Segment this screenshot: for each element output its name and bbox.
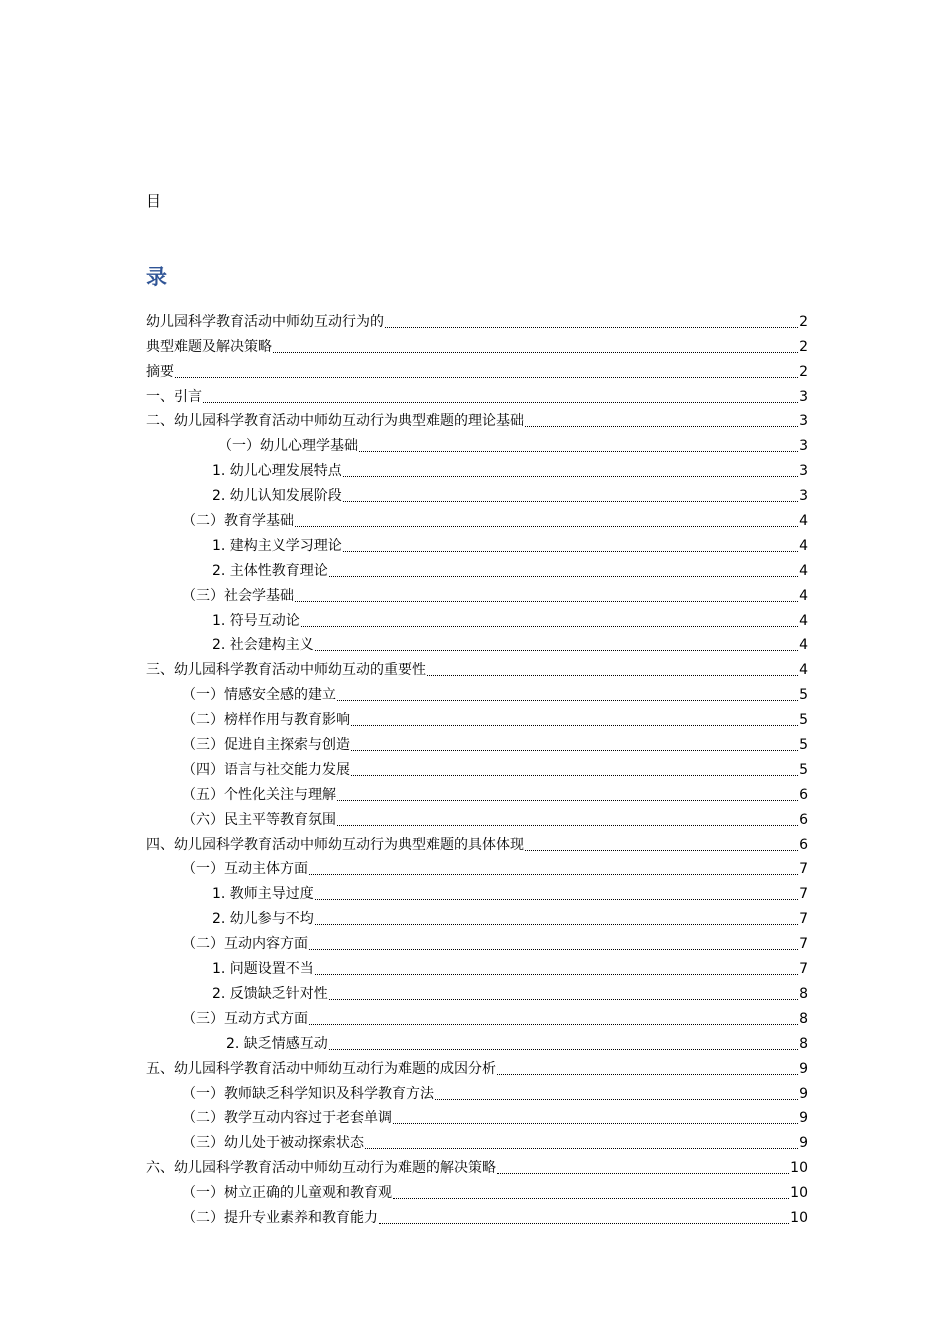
toc-entry-page-number: 9 [799,1060,808,1077]
toc-entry-page-number: 7 [799,911,808,928]
toc-dot-leader [337,800,798,801]
toc-entry-text: （四）语言与社交能力发展 [182,761,350,778]
toc-dot-leader [497,1173,789,1174]
toc-entry[interactable] [146,456,808,481]
toc-entry-text: 幼儿园科学教育活动中师幼互动行为的 [146,313,384,330]
toc-entry-text: 2. 幼儿参与不均 [212,911,314,928]
toc-entry[interactable] [146,606,808,631]
toc-dot-leader [337,700,798,701]
toc-entry-page-number: 2 [799,338,808,355]
toc-entry-page-number: 9 [799,1135,808,1152]
toc-entry[interactable] [146,307,808,332]
toc-entry[interactable] [146,431,808,456]
toc-entry-text: 摘要 [146,363,174,380]
toc-entry[interactable] [146,655,808,680]
toc-entry-text: 2. 幼儿认知发展阶段 [212,488,342,505]
toc-entry-text: 2. 反馈缺乏针对性 [212,985,328,1002]
toc-entry[interactable] [146,780,808,805]
toc-entry-text: （二）互动内容方面 [182,936,308,953]
toc-entry-page-number: 6 [799,786,808,803]
toc-dot-leader [365,1148,798,1149]
toc-dot-leader [343,501,798,502]
toc-entry-text: （三）幼儿处于被动探索状态 [182,1135,364,1152]
toc-dot-leader [379,1223,789,1224]
toc-entry[interactable] [146,1104,808,1129]
toc-entry-page-number: 4 [799,537,808,554]
toc-entry[interactable] [146,1128,808,1153]
toc-entry-page-number: 6 [799,811,808,828]
toc-entry[interactable] [146,1029,808,1054]
toc-entry-text: 1. 教师主导过度 [212,886,314,903]
toc-entry-text: 二、幼儿园科学教育活动中师幼互动行为典型难题的理论基础 [146,413,524,430]
toc-entry[interactable] [146,954,808,979]
toc-dot-leader [329,999,798,1000]
toc-dot-leader [315,924,798,925]
toc-entry-text: （二）提升专业素养和教育能力 [182,1209,378,1226]
toc-entry[interactable] [146,1079,808,1104]
toc-entry[interactable] [146,879,808,904]
toc-entry[interactable] [146,1004,808,1029]
toc-dot-leader [309,874,798,875]
toc-entry-text: 1. 建构主义学习理论 [212,537,342,554]
toc-entry[interactable] [146,855,808,880]
toc-entry[interactable] [146,531,808,556]
toc-dot-leader [343,551,798,552]
toc-dot-leader [351,750,798,751]
toc-dot-leader [315,650,798,651]
toc-entry-text: （一）教师缺乏科学知识及科学教育方法 [182,1085,434,1102]
toc-dot-leader [203,402,798,403]
toc-entry-page-number: 2 [799,363,808,380]
toc-dot-leader [175,377,798,378]
toc-dot-leader [273,352,798,353]
toc-entry-page-number: 6 [799,836,808,853]
toc-entry-text: 2. 主体性教育理论 [212,562,328,579]
toc-entry-page-number: 7 [799,861,808,878]
toc-entry-text: （三）互动方式方面 [182,1010,308,1027]
toc-entry-page-number: 3 [799,413,808,430]
toc-entry-page-number: 4 [799,587,808,604]
toc-dot-leader [295,526,798,527]
toc-entry-page-number: 5 [799,712,808,729]
toc-entry[interactable] [146,830,808,855]
toc-entry-page-number: 5 [799,737,808,754]
toc-entry[interactable] [146,979,808,1004]
toc-entry[interactable] [146,332,808,357]
toc-entry-page-number: 8 [799,1035,808,1052]
toc-entry[interactable] [146,407,808,432]
toc-entry[interactable] [146,805,808,830]
toc-entry-page-number: 9 [799,1085,808,1102]
toc-entry-text: 典型难题及解决策略 [146,338,272,355]
toc-entry[interactable] [146,631,808,656]
toc-entry-page-number: 4 [799,637,808,654]
toc-entry[interactable] [146,705,808,730]
toc-entry-page-number: 4 [799,562,808,579]
toc-entry-text: 五、幼儿园科学教育活动中师幼互动行为难题的成因分析 [146,1060,496,1077]
toc-entry[interactable] [146,556,808,581]
toc-entry-text: 1. 符号互动论 [212,612,300,629]
toc-entry-text: （五）个性化关注与理解 [182,786,336,803]
toc-entry-page-number: 3 [799,488,808,505]
toc-dot-leader [427,675,798,676]
toc-entry-text: （一）幼儿心理学基础 [218,438,358,455]
toc-entry[interactable] [146,1178,808,1203]
toc-entry[interactable] [146,1203,808,1228]
toc-entry-text: 一、引言 [146,388,202,405]
toc-entry-text: （二）教育学基础 [182,513,294,530]
toc-entry-page-number: 10 [790,1209,808,1226]
toc-entry-text: （一）互动主体方面 [182,861,308,878]
toc-entry-page-number: 9 [799,1110,808,1127]
toc-entry-text: （三）促进自主探索与创造 [182,737,350,754]
toc-dot-leader [525,850,798,851]
toc-dot-leader [343,476,798,477]
toc-entry[interactable] [146,1054,808,1079]
toc-entry-page-number: 7 [799,936,808,953]
toc-dot-leader [435,1099,798,1100]
toc-entry-page-number: 7 [799,961,808,978]
toc-entry[interactable] [146,581,808,606]
toc-dot-leader [393,1198,789,1199]
toc-entry-text: 2. 社会建构主义 [212,637,314,654]
toc-entry-page-number: 2 [799,313,808,330]
toc-entry-page-number: 10 [790,1185,808,1202]
toc-entry-text: 六、幼儿园科学教育活动中师幼互动行为难题的解决策略 [146,1160,496,1177]
toc-entry-text: （二）教学互动内容过于老套单调 [182,1110,392,1127]
toc-entry-text: （三）社会学基础 [182,587,294,604]
toc-entry-page-number: 3 [799,438,808,455]
toc-dot-leader [301,626,798,627]
toc-dot-leader [337,825,798,826]
toc-entry[interactable] [146,755,808,780]
toc-dot-leader [351,725,798,726]
toc-dot-leader [385,327,798,328]
toc-dot-leader [525,426,798,427]
toc-entry-page-number: 7 [799,886,808,903]
toc-entry-text: （一）情感安全感的建立 [182,687,336,704]
toc-entry-text: 1. 问题设置不当 [212,961,314,978]
toc-dot-leader [497,1074,798,1075]
toc-entry-page-number: 5 [799,687,808,704]
toc-dot-leader [315,899,798,900]
toc-dot-leader [309,949,798,950]
toc-entry-text: 1. 幼儿心理发展特点 [212,463,342,480]
toc-entry[interactable] [146,1153,808,1178]
toc-entry[interactable] [146,929,808,954]
toc-entry[interactable] [146,730,808,755]
toc-entry-page-number: 3 [799,388,808,405]
toc-entry[interactable] [146,680,808,705]
toc-dot-leader [309,1024,798,1025]
toc-title-part2: 录 [146,265,167,289]
toc-entry-page-number: 8 [799,985,808,1002]
toc-title-part1: 目 [146,192,162,210]
toc-entry-page-number: 4 [799,612,808,629]
toc-entry-page-number: 5 [799,761,808,778]
toc-entry-page-number: 4 [799,513,808,530]
toc-entry[interactable] [146,904,808,929]
toc-entry-text: 2. 缺乏情感互动 [226,1035,328,1052]
toc-entry-text: （一）树立正确的儿童观和教育观 [182,1185,392,1202]
toc-dot-leader [359,451,798,452]
toc-entry-page-number: 3 [799,463,808,480]
toc-entry-text: 四、幼儿园科学教育活动中师幼互动行为典型难题的具体体现 [146,836,524,853]
table-of-contents [146,307,808,1228]
toc-dot-leader [295,601,798,602]
toc-dot-leader [329,1049,798,1050]
toc-entry-page-number: 4 [799,662,808,679]
toc-dot-leader [329,576,798,577]
toc-entry[interactable] [146,357,808,382]
toc-entry[interactable] [146,481,808,506]
toc-entry[interactable] [146,506,808,531]
toc-entry-text: 三、幼儿园科学教育活动中师幼互动的重要性 [146,662,426,679]
toc-entry-page-number: 8 [799,1010,808,1027]
toc-entry[interactable] [146,382,808,407]
toc-dot-leader [393,1123,798,1124]
toc-entry-text: （六）民主平等教育氛围 [182,811,336,828]
toc-entry-page-number: 10 [790,1160,808,1177]
toc-dot-leader [351,775,798,776]
toc-entry-text: （二）榜样作用与教育影响 [182,712,350,729]
toc-dot-leader [315,974,798,975]
